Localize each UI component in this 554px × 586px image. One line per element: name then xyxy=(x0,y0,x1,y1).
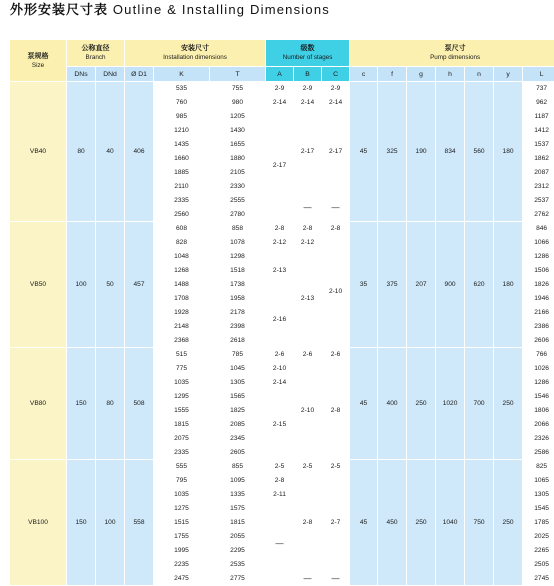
pump-g-cell: 207 xyxy=(407,222,436,348)
t-cell: 1205 xyxy=(210,110,266,124)
stage-a-cell: 2-16 xyxy=(266,292,294,348)
stage-b-cell: 2-5 xyxy=(294,460,322,474)
l-cell: 2606 xyxy=(523,334,554,348)
stage-c-cell: 2-7 xyxy=(322,474,350,572)
pump-n-cell: 560 xyxy=(465,82,494,222)
t-cell: 1518 xyxy=(210,264,266,278)
stage-a-cell: 2-8 xyxy=(266,222,294,236)
stage-a-cell: 2-11 xyxy=(266,488,294,502)
k-cell: 1435 xyxy=(154,138,210,152)
dnd-cell: 40 xyxy=(96,82,125,222)
size-cell: VB80 xyxy=(10,348,67,460)
subheader-5: A xyxy=(266,67,294,82)
pump-c-cell: 45 xyxy=(350,460,378,586)
t-cell: 2398 xyxy=(210,320,266,334)
t-cell: 2295 xyxy=(210,544,266,558)
d1-cell: 558 xyxy=(125,460,154,586)
k-cell: 828 xyxy=(154,236,210,250)
k-cell: 1295 xyxy=(154,390,210,404)
l-cell: 825 xyxy=(523,460,554,474)
l-cell: 1545 xyxy=(523,502,554,516)
k-cell: 1268 xyxy=(154,264,210,278)
stage-c-cell: 2-10 xyxy=(322,236,350,348)
table-body xyxy=(10,82,554,586)
dnd-cell: 80 xyxy=(96,348,125,460)
stage-a-cell: 2-5 xyxy=(266,460,294,474)
stage-b-cell: 2-13 xyxy=(294,250,322,348)
header-pump: 泵尺寸 Pump dimensions xyxy=(350,40,554,67)
k-cell: 1048 xyxy=(154,250,210,264)
stage-b-cell: 2-8 xyxy=(294,222,322,236)
subheader-4: T xyxy=(210,67,266,82)
subheader-8: c xyxy=(350,67,378,82)
page-title xyxy=(10,0,330,20)
subheader-10: g xyxy=(407,67,436,82)
l-cell: 1785 xyxy=(523,516,554,530)
t-cell: 1815 xyxy=(210,516,266,530)
pump-h-cell: 900 xyxy=(436,222,465,348)
stage-c-cell: 2-6 xyxy=(322,348,350,362)
subheader-2: Ø D1 xyxy=(125,67,154,82)
l-cell: 2745 xyxy=(523,572,554,586)
table-row xyxy=(10,82,554,96)
dns-cell: 100 xyxy=(67,222,96,348)
k-cell: 2148 xyxy=(154,320,210,334)
t-cell: 2605 xyxy=(210,446,266,460)
k-cell: 2335 xyxy=(154,194,210,208)
t-cell: 755 xyxy=(210,82,266,96)
k-cell: 555 xyxy=(154,460,210,474)
stage-c-cell: 2-14 xyxy=(322,96,350,110)
t-cell: 2780 xyxy=(210,208,266,222)
k-cell: 795 xyxy=(154,474,210,488)
pump-h-cell: 834 xyxy=(436,82,465,222)
l-cell: 737 xyxy=(523,82,554,96)
k-cell: 2075 xyxy=(154,432,210,446)
subheader-3: K xyxy=(154,67,210,82)
l-cell: 962 xyxy=(523,96,554,110)
stage-c-cell: 2-8 xyxy=(322,362,350,460)
title-en: Outline & Installing Dimensions xyxy=(113,2,330,17)
l-cell: 1537 xyxy=(523,138,554,152)
stage-a-cell: 2-15 xyxy=(266,390,294,460)
l-cell: 1066 xyxy=(523,236,554,250)
pump-f-cell: 450 xyxy=(378,460,407,586)
t-cell: 1095 xyxy=(210,474,266,488)
stage-b-cell: 2-17 xyxy=(294,110,322,194)
table-row xyxy=(10,348,554,362)
t-cell: 1335 xyxy=(210,488,266,502)
l-cell: 846 xyxy=(523,222,554,236)
t-cell: 1078 xyxy=(210,236,266,250)
subheader-row xyxy=(10,67,554,82)
l-cell: 1946 xyxy=(523,292,554,306)
k-cell: 1488 xyxy=(154,278,210,292)
l-cell: 1546 xyxy=(523,390,554,404)
pump-n-cell: 750 xyxy=(465,460,494,586)
header-size: 泵规格 Size xyxy=(10,40,67,82)
k-cell: 1035 xyxy=(154,488,210,502)
stage-b-cell: 2-10 xyxy=(294,362,322,460)
k-cell: 1515 xyxy=(154,516,210,530)
l-cell: 1506 xyxy=(523,264,554,278)
d1-cell: 406 xyxy=(125,82,154,222)
stage-c-cell: 2-5 xyxy=(322,460,350,474)
stage-a-cell: 2-10 xyxy=(266,362,294,376)
header-branch: 公称直径 Branch xyxy=(67,40,125,67)
pump-g-cell: 250 xyxy=(407,348,436,460)
stage-c-cell: 2-8 xyxy=(322,222,350,236)
k-cell: 1885 xyxy=(154,166,210,180)
l-cell: 2087 xyxy=(523,166,554,180)
dnd-cell: 50 xyxy=(96,222,125,348)
stage-c-cell: 2-17 xyxy=(322,110,350,194)
pump-y-cell: 180 xyxy=(494,222,523,348)
t-cell: 1825 xyxy=(210,404,266,418)
pump-f-cell: 400 xyxy=(378,348,407,460)
header-install: 安装尺寸 Installation dimensions xyxy=(125,40,266,67)
k-cell: 1755 xyxy=(154,530,210,544)
stage-a-cell: 2-17 xyxy=(266,110,294,222)
stage-a-cell: 2-9 xyxy=(266,82,294,96)
k-cell: 1275 xyxy=(154,502,210,516)
subheader-11: h xyxy=(436,67,465,82)
k-cell: 2475 xyxy=(154,572,210,586)
k-cell: 1995 xyxy=(154,544,210,558)
k-cell: 2335 xyxy=(154,446,210,460)
pump-c-cell: 45 xyxy=(350,348,378,460)
k-cell: 2560 xyxy=(154,208,210,222)
table-row xyxy=(10,460,554,474)
subheader-6: B xyxy=(294,67,322,82)
size-cell: VB40 xyxy=(10,82,67,222)
t-cell: 1575 xyxy=(210,502,266,516)
size-cell: VB100 xyxy=(10,460,67,586)
stage-a-cell: 2-6 xyxy=(266,348,294,362)
t-cell: 2178 xyxy=(210,306,266,320)
stage-b-cell: 2-14 xyxy=(294,96,322,110)
stage-b-cell: 2-9 xyxy=(294,82,322,96)
stage-c-cell: — xyxy=(322,194,350,222)
t-cell: 1565 xyxy=(210,390,266,404)
t-cell: 2555 xyxy=(210,194,266,208)
k-cell: 1035 xyxy=(154,376,210,390)
l-cell: 2505 xyxy=(523,558,554,572)
subheader-7: C xyxy=(322,67,350,82)
k-cell: 608 xyxy=(154,222,210,236)
dnd-cell: 100 xyxy=(96,460,125,586)
t-cell: 2535 xyxy=(210,558,266,572)
subheader-1: DNd xyxy=(96,67,125,82)
l-cell: 766 xyxy=(523,348,554,362)
k-cell: 2110 xyxy=(154,180,210,194)
pump-h-cell: 1040 xyxy=(436,460,465,586)
pump-f-cell: 325 xyxy=(378,82,407,222)
l-cell: 2265 xyxy=(523,544,554,558)
t-cell: 858 xyxy=(210,222,266,236)
stage-a-cell: 2-13 xyxy=(266,250,294,292)
dns-cell: 80 xyxy=(67,82,96,222)
l-cell: 1412 xyxy=(523,124,554,138)
l-cell: 1026 xyxy=(523,362,554,376)
subheader-12: n xyxy=(465,67,494,82)
t-cell: 980 xyxy=(210,96,266,110)
t-cell: 2330 xyxy=(210,180,266,194)
l-cell: 1862 xyxy=(523,152,554,166)
dimensions-table xyxy=(9,39,554,586)
header-stages: 级数 Number of stages xyxy=(266,40,350,67)
k-cell: 1555 xyxy=(154,404,210,418)
pump-h-cell: 1020 xyxy=(436,348,465,460)
stage-a-cell: 2-8 xyxy=(266,474,294,488)
dns-cell: 150 xyxy=(67,348,96,460)
k-cell: 760 xyxy=(154,96,210,110)
stage-a-cell: 2-14 xyxy=(266,96,294,110)
l-cell: 1187 xyxy=(523,110,554,124)
d1-cell: 457 xyxy=(125,222,154,348)
pump-c-cell: 45 xyxy=(350,82,378,222)
pump-y-cell: 180 xyxy=(494,82,523,222)
l-cell: 2386 xyxy=(523,320,554,334)
k-cell: 985 xyxy=(154,110,210,124)
pump-n-cell: 620 xyxy=(465,222,494,348)
stage-a-cell: — xyxy=(266,502,294,586)
k-cell: 775 xyxy=(154,362,210,376)
stage-c-cell: — xyxy=(322,572,350,586)
subheader-0: DNs xyxy=(67,67,96,82)
t-cell: 1880 xyxy=(210,152,266,166)
stage-c-cell: 2-9 xyxy=(322,82,350,96)
k-cell: 1708 xyxy=(154,292,210,306)
t-cell: 785 xyxy=(210,348,266,362)
l-cell: 2326 xyxy=(523,432,554,446)
l-cell: 2762 xyxy=(523,208,554,222)
pump-g-cell: 190 xyxy=(407,82,436,222)
t-cell: 1958 xyxy=(210,292,266,306)
stage-a-cell: 2-14 xyxy=(266,376,294,390)
l-cell: 1305 xyxy=(523,488,554,502)
subheader-14: L xyxy=(523,67,554,82)
pump-c-cell: 35 xyxy=(350,222,378,348)
l-cell: 2025 xyxy=(523,530,554,544)
t-cell: 2055 xyxy=(210,530,266,544)
pump-g-cell: 250 xyxy=(407,460,436,586)
pump-f-cell: 375 xyxy=(378,222,407,348)
t-cell: 1655 xyxy=(210,138,266,152)
l-cell: 1806 xyxy=(523,404,554,418)
t-cell: 2105 xyxy=(210,166,266,180)
t-cell: 1045 xyxy=(210,362,266,376)
stage-b-cell: 2-12 xyxy=(294,236,322,250)
l-cell: 2066 xyxy=(523,418,554,432)
l-cell: 1286 xyxy=(523,250,554,264)
l-cell: 1826 xyxy=(523,278,554,292)
k-cell: 1660 xyxy=(154,152,210,166)
pump-y-cell: 250 xyxy=(494,348,523,460)
subheader-13: y xyxy=(494,67,523,82)
stage-a-cell: 2-12 xyxy=(266,236,294,250)
t-cell: 2085 xyxy=(210,418,266,432)
k-cell: 1210 xyxy=(154,124,210,138)
title-cn: 外形安装尺寸表 xyxy=(10,2,108,17)
t-cell: 855 xyxy=(210,460,266,474)
t-cell: 2345 xyxy=(210,432,266,446)
stage-b-cell: — xyxy=(294,194,322,222)
dns-cell: 150 xyxy=(67,460,96,586)
k-cell: 515 xyxy=(154,348,210,362)
size-cell: VB50 xyxy=(10,222,67,348)
t-cell: 1738 xyxy=(210,278,266,292)
table-row xyxy=(10,222,554,236)
t-cell: 1298 xyxy=(210,250,266,264)
t-cell: 1305 xyxy=(210,376,266,390)
k-cell: 1928 xyxy=(154,306,210,320)
d1-cell: 508 xyxy=(125,348,154,460)
subheader-9: f xyxy=(378,67,407,82)
pump-y-cell: 250 xyxy=(494,460,523,586)
pump-n-cell: 700 xyxy=(465,348,494,460)
l-cell: 2586 xyxy=(523,446,554,460)
t-cell: 1430 xyxy=(210,124,266,138)
l-cell: 1286 xyxy=(523,376,554,390)
l-cell: 2312 xyxy=(523,180,554,194)
stage-b-cell: 2-8 xyxy=(294,474,322,572)
stage-b-cell: 2-6 xyxy=(294,348,322,362)
l-cell: 2166 xyxy=(523,306,554,320)
k-cell: 2235 xyxy=(154,558,210,572)
t-cell: 2618 xyxy=(210,334,266,348)
k-cell: 1815 xyxy=(154,418,210,432)
k-cell: 535 xyxy=(154,82,210,96)
l-cell: 1065 xyxy=(523,474,554,488)
stage-b-cell: — xyxy=(294,572,322,586)
k-cell: 2368 xyxy=(154,334,210,348)
l-cell: 2537 xyxy=(523,194,554,208)
t-cell: 2775 xyxy=(210,572,266,586)
